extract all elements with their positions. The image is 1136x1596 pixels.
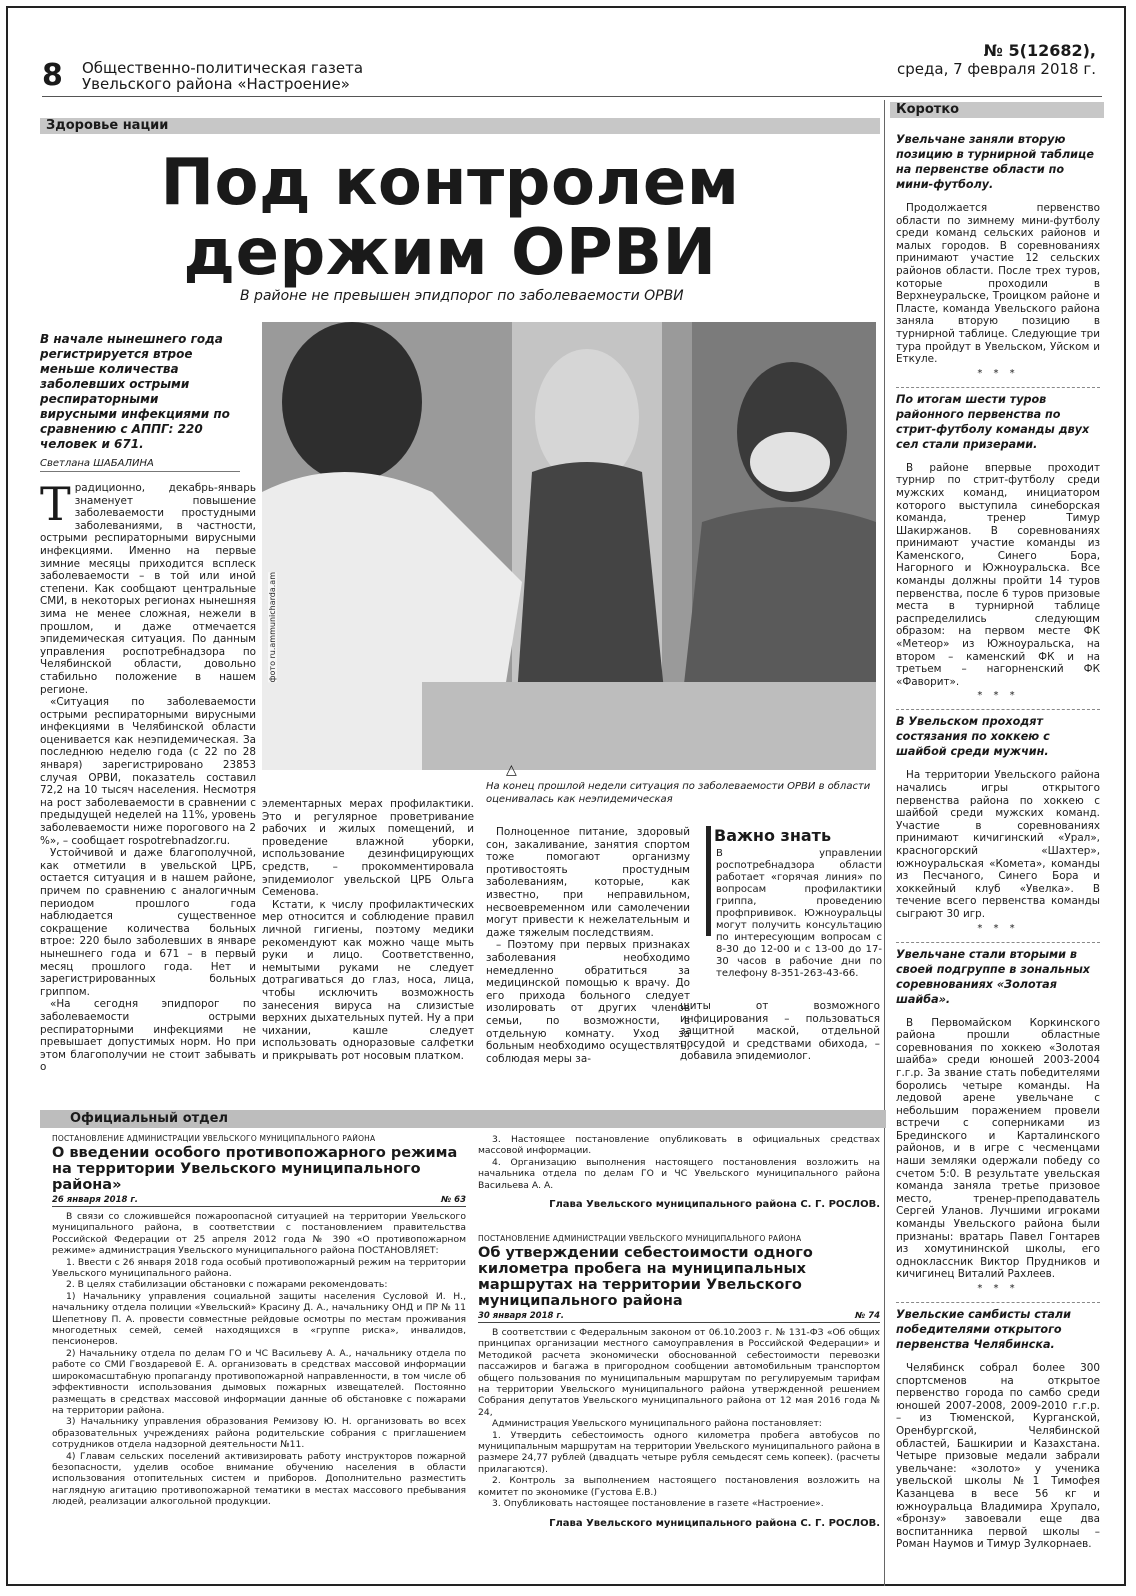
- decree-body: [52, 1211, 466, 1508]
- decree-date-row: [478, 1311, 880, 1323]
- page-number: 8: [42, 58, 63, 93]
- news-text: [896, 462, 1100, 689]
- news-text: [896, 769, 1100, 920]
- news-lead: Увельчане стали вторыми в своей подгруппе в зональных соревнованиях «Золотая шайба».: [896, 942, 1100, 1007]
- article-author: Светлана ШАБАЛИНА: [40, 458, 240, 472]
- paragraph: Администрация Увельского муниципального района постановляет:: [492, 1418, 822, 1430]
- decree-date: 26 января 2018 г.: [52, 1195, 139, 1205]
- paper-line-2: Увельского района «Настроение»: [82, 75, 350, 93]
- paragraph: 2) Начальнику отдела по делам ГО и ЧС Васильеву А. А., начальнику отдела по работе со СМИ Гвоздаревой Е. А. организовать в средствах массовой информации широкомасштабную пропаганду противопожарной направленности, в том числе об эффективности использования дымовых пожарных извещателей. Постоянно размещать в средствах массовой информации данные об обстановке с пожарами на территории района.: [52, 1347, 466, 1416]
- decree-number: № 74: [854, 1311, 880, 1321]
- paragraph: В районе впервые проходит турнир по стрит-футболу среди мужских команд, инициатором которого выступила синеборская команда, тренер Тимур Шакиржанов. В соревнованиях принимают участие команды из Каменского, Синего Бора, Нагорного и Южноуральска. Все команды должны пройти 14 туров первенства, после 6 туров призовые места в турнирной таблице распределились следующим образом: на первом месте ФК «Метеор» из Южноуральска, на втором – каменский ФК и на третьем – нагорненский ФК «Фаворит».: [896, 461, 1100, 688]
- news-text: [896, 1362, 1100, 1551]
- news-text: [896, 1017, 1100, 1281]
- official-rubric: Официальный отдел: [70, 1111, 228, 1126]
- decree-signature: Глава Увельского муниципального района С. Г. РОСЛОВ.: [549, 1517, 880, 1529]
- separator-stars: * * *: [977, 922, 1019, 934]
- decree-signature: Глава Увельского муниципального района С. Г. РОСЛОВ.: [549, 1199, 880, 1211]
- sidebar-divider: [884, 100, 885, 1586]
- decree-body: [478, 1134, 880, 1191]
- info-box-text: В управлении роспотребнадзора области работает «горячая линия» по вопросам профилактики гриппа, проведению профпрививок. Южноуральцы могут получить консультацию по интересующим вопросам с 8-30 до 12-00 и с 13-00 до 17-30 часов в рабочие дни по телефону 8-351-263-43-66.: [716, 848, 882, 979]
- separator-stars: * * *: [977, 367, 1019, 379]
- decree-kicker: ПОСТАНОВЛЕНИЕ АДМИНИСТРАЦИИ УВЕЛЬСКОГО МУНИЦИПАЛЬНОГО РАЙОНА: [478, 1234, 802, 1243]
- paragraph: 3) Начальнику управления образования Ремизову Ю. Н. организовать во всех образовательных учреждениях района родительские собрания с приглашением сотрудников отдела надзорной деятельности №11.: [52, 1416, 466, 1451]
- paragraph: радиционно, декабрь-январь знаменует повышение заболеваемости простудными заболеваниями, в частности, острыми респираторными вирусными инфекциями. Именно на первые зимние месяцы приходится всплеск заболеваемости – в той или иной степени. Как сообщают центральные СМИ, в некоторых регионах нынешняя зима не менее сложная, нежели в прошлом, и даже отмечается эпидемическая ситуация. По данным управления роспотребнадзора по Челябинской области, довольно стабильно положение в нашем регионе.: [40, 482, 256, 696]
- article-column-2: [262, 798, 474, 1078]
- decree-title: О введении особого противопожарного режима на территории Увельского муниципального района»: [52, 1145, 458, 1193]
- triangle-icon: △: [506, 762, 517, 778]
- issue-info: [897, 42, 1096, 78]
- news-lead: В Увельском проходят состязания по хоккею с шайбой среди мужчин.: [896, 709, 1100, 759]
- paragraph: «Ситуация по заболеваемости острыми респираторными вирусными инфекциями в Челябинской области оценивается как неэпидемическая. За последнюю неделю года (с 22 по 28 января) зарегистрировано 23853 случая ОРВИ, показатель составил 72,2 на 10 тысяч населения. Несмотря на рост заболеваемости в сравнении с предыдущей неделей на 11%, уровень заболеваемости ниже порогового на 2 %», – сообщает rospotrebnadzor.ru.: [40, 696, 256, 847]
- sidebar-rubric: Коротко: [890, 102, 1104, 118]
- article-rubric: Здоровье нации: [40, 118, 880, 134]
- drop-cap: Т: [40, 482, 71, 531]
- paragraph: 1. Ввести с 26 января 2018 года особый противопожарный режим на территории Увельского муниципального района.: [52, 1256, 466, 1280]
- paragraph: – Поэтому при первых признаках заболевания необходимо немедленно обратиться за медицинской помощью к врачу. До его прихода больного следует изолировать от других членов семьи, по возможности, в отдельную комнату. Уход за больным необходимо осуществлять, соблюдая меры за-: [486, 939, 690, 1065]
- decree-date-row: [52, 1195, 466, 1207]
- decree-1-continued: [478, 1134, 880, 1234]
- issue-date: среда, 7 февраля 2018 г.: [897, 60, 1096, 78]
- paragraph: 4) Главам сельских поселений активизировать работу инструкторов пожарной безопасности, уделив особое внимание обучению населения в области использования отопительных систем и приборов. Дополнительно разместить наглядную агитацию противопожарной тематики в местах массового пребывания людей, реализации алкогольной продукции.: [52, 1450, 466, 1508]
- paragraph: 3. Настоящее постановление опубликовать в официальных средствах массовой информации.: [478, 1134, 880, 1157]
- title-line-1: Под контролем: [160, 146, 740, 220]
- paragraph: Кстати, к числу профилактических мер относится и соблюдение правил личной гигиены, поэтому медики рекомендуют как можно чаще мыть руки и лицо. Соответственно, немытыми руками не следует дотрагиваться до глаз, носа, лица, чтобы исключить возможность занесения вируса на слизистые верхних дыхательных путей. Ну а при чихании, кашле следует использовать одноразовые салфетки и прикрывать рот носовым платком.: [262, 898, 474, 1062]
- info-box-title: Важно знать: [714, 826, 832, 845]
- decree-number: № 63: [440, 1195, 466, 1205]
- paragraph: щиты от возможного инфицирования – пользоваться защитной маской, отдельной посудой и средствами обихода, – добавила эпидемиолог.: [680, 1000, 880, 1063]
- photo-illustration: [262, 322, 876, 770]
- article-lead: В начале нынешнего года регистрируется втрое меньше количества заболевших острыми респираторными вирусными инфекциями по сравнению с АППГ: 220 человек и 671.: [40, 332, 230, 451]
- paragraph: На территории Увельского района начались игры открытого первенства района по хоккею с шайбой среди мужских команд. Участие в соревнованиях принимают кичигинский «Урал», красногорский «Шахтер», южноуральская «Комета», команды из Песчаного, Синего Бора и хоккейный клуб «Увелка». В течение всего первенства команды сыграют 30 игр.: [896, 769, 1100, 920]
- paper-name: [82, 60, 412, 92]
- paragraph: Продолжается первенство области по зимнему мини-футболу среди команд сельских районов и малых городов. В соревнованиях принимают участие 12 сельских районов области. После трех туров, которые проходили в Верхнеуральске, Троицком районе и Пласте, команда Увельского района заняла вторую позицию в турнирной таблице. Следующие три тура пройдут в Увельском, Уйском и Еткуле.: [896, 202, 1100, 366]
- decree-1: [52, 1134, 466, 1574]
- paragraph: Челябинск собрал более 300 спортсменов на открытое первенство города по самбо среди юношей 2007-2008, 2009-2010 г.г.р. – из Тюменской, Курганской, Оренбургской, Челябинской областей, Башкирии и Казахстана. Четыре призовые медали забрали увельчане: «золото» у ученика увельской школы №1 Тимофея Казанцева в весе 56 кг и южноуральца Владимира Хрупало, «бронзу» завоевали еще два воспитанника первой школы – Роман Наумов и Тимур Зулкорнаев.: [896, 1362, 1100, 1551]
- article-column-1: [40, 482, 256, 1088]
- sidebar-news: [896, 124, 1100, 1574]
- news-lead: По итогам шести туров районного первенства по стрит-футболу команды двух сел стали призерами.: [896, 387, 1100, 452]
- paragraph: 2. В целях стабилизации обстановки с пожарами рекомендовать:: [66, 1279, 388, 1291]
- decree-date: 30 января 2018 г.: [478, 1311, 565, 1321]
- article-title: [160, 148, 740, 288]
- photo-caption: На конец прошлой недели ситуация по заболеваемости ОРВИ в области оценивалась как неэпидемическая: [486, 781, 871, 805]
- issue-number: № 5(12682),: [983, 41, 1096, 60]
- decree-body: [478, 1327, 880, 1510]
- paper-line-1: Общественно-политическая газета: [82, 59, 364, 77]
- paragraph: 1. Утвердить себестоимость одного километра пробега автобусов по муниципальным маршрутам на территории Увельского муниципального района в размере 24,77 рублей (двадцать четыре рубля семьдесят семь копеек). (расчеты прилагаются).: [478, 1429, 880, 1475]
- paragraph: «На сегодня эпидпорог по заболеваемости острыми респираторными инфекциями не превышает допустимых норм. Но при этом благополучии не стоит забывать о: [40, 998, 256, 1074]
- article-column-3: [486, 826, 690, 1082]
- paragraph: В соответствии с Федеральным законом от 06.10.2003 г. № 131-ФЗ «Об общих принципах организации местного самоуправления в Российской Федерации» и Методикой расчета экономически обоснованной себестоимости перевозки пассажиров и багажа в пригородном сообщении автомобильным транспортом общего пользования по муниципальным маршрутам по регулируемым тарифам на территории Увельского муниципального района утвержденной решением Собрания депутатов Увельского муниципального района от 12 мая 2016 года № 24,: [478, 1327, 880, 1418]
- decree-title: Об утверждении себестоимости одного километра пробега на муниципальных маршрутах на территории Увельского муниципального района: [478, 1245, 813, 1309]
- news-lead: Увельские самбисты стали победителями открытого первенства Челябинска.: [896, 1302, 1100, 1352]
- paragraph: элементарных мерах профилактики. Это и регулярное проветривание рабочих и жилых помещений, и проведение влажной уборки, использование дезинфицирующих средств, – прокомментировала эпидемиолог увельской ЦРБ Ольга Семенова.: [262, 798, 474, 899]
- header-rule: [42, 96, 1102, 97]
- box-accent-bar: [706, 826, 711, 936]
- paragraph: 2. Контроль за выполнением настоящего постановления возложить на комитет по экономике (Густова Е.В.): [478, 1475, 880, 1498]
- paragraph: В Первомайском Коркинского района прошли областные соревнования по хоккею «Золотая шайба» среди юношей 2003-2004 г.г.р. За звание стать победителями боролись четыре команды. На ледовой арене увельчане с небольшим поражением провели встречи с соперниками из Брединского и Карталинского районов, и в игре с чесменцами наши земляки одержали победу со счетом 5:0. В результате увельская команда заняла третье призовое место, тренер-преподаватель Сергей Уланов. Лучшими игроками команды Увельского района были признаны: вратарь Павел Гонтарев из хомутининской школы, его одноклассник Виктор Прудников и кичигинец Виталий Рахлеев.: [896, 1016, 1100, 1281]
- paragraph: В связи со сложившейся пожароопасной ситуацией на территории Увельского муниципального района, в соответствии с постановлением правительства Российской Федерации от 25 апреля 2012 года № 390 «О противопожарном режиме» администрация Увельского муниципального района ПОСТАНОВЛЯЕТ:: [52, 1211, 466, 1257]
- paragraph: Устойчивой и даже благополучной, как отметили в увельской ЦРБ, остается ситуация и в нашем районе, причем по сравнению с аналогичным периодом прошлого года наблюдается существенное сокращение количества больных втрое: 220 было заболевших в январе нынешнего года и 671 – в первый месяц прошлого года. Нет и зарегистрированных больных гриппом.: [40, 847, 256, 998]
- decree-2: [478, 1234, 880, 1578]
- separator-stars: * * *: [977, 690, 1019, 702]
- separator-stars: * * *: [977, 1283, 1019, 1294]
- paragraph: 3. Опубликовать настоящее постановление в газете «Настроение».: [492, 1498, 824, 1510]
- photo-credit: фото ru.ammunicharda.am: [268, 572, 277, 683]
- paragraph: 1) Начальнику управления социальной защиты населения Сусловой И. Н., начальнику отдела полиции «Увельский» Красину Д. А., начальнику ОНД и ПР № 11 Шепетнову П. А. провести совместные рейдовые осмотры по местам проживания многодетных семей, семей находящихся в «группе риска», инвалидов, пенсионеров.: [52, 1290, 466, 1348]
- news-text: [896, 202, 1100, 366]
- decree-kicker: ПОСТАНОВЛЕНИЕ АДМИНИСТРАЦИИ УВЕЛЬСКОГО МУНИЦИПАЛЬНОГО РАЙОНА: [52, 1134, 376, 1143]
- paragraph: Полноценное питание, здоровый сон, закаливание, занятия спортом тоже помогают организму противостоять простудным заболеваниям, которые, как известно, при неправильном, несвоевременном или самолечении могут привести к нежелательным и даже тяжелым последствиям.: [486, 826, 690, 939]
- article-photo: [262, 322, 876, 770]
- article-column-4: [680, 1000, 880, 1080]
- article-subtitle: В районе не превышен эпидпорог по заболеваемости ОРВИ: [240, 288, 684, 304]
- news-lead: Увельчане заняли вторую позицию в турнирной таблице на первенстве области по мини-футболу.: [896, 133, 1094, 191]
- title-line-2: держим ОРВИ: [183, 216, 717, 290]
- paragraph: 4. Организацию выполнения настоящего постановления возложить на начальника отдела по делам ГО и ЧС Увельского муниципального района Васильева А. А.: [478, 1156, 880, 1191]
